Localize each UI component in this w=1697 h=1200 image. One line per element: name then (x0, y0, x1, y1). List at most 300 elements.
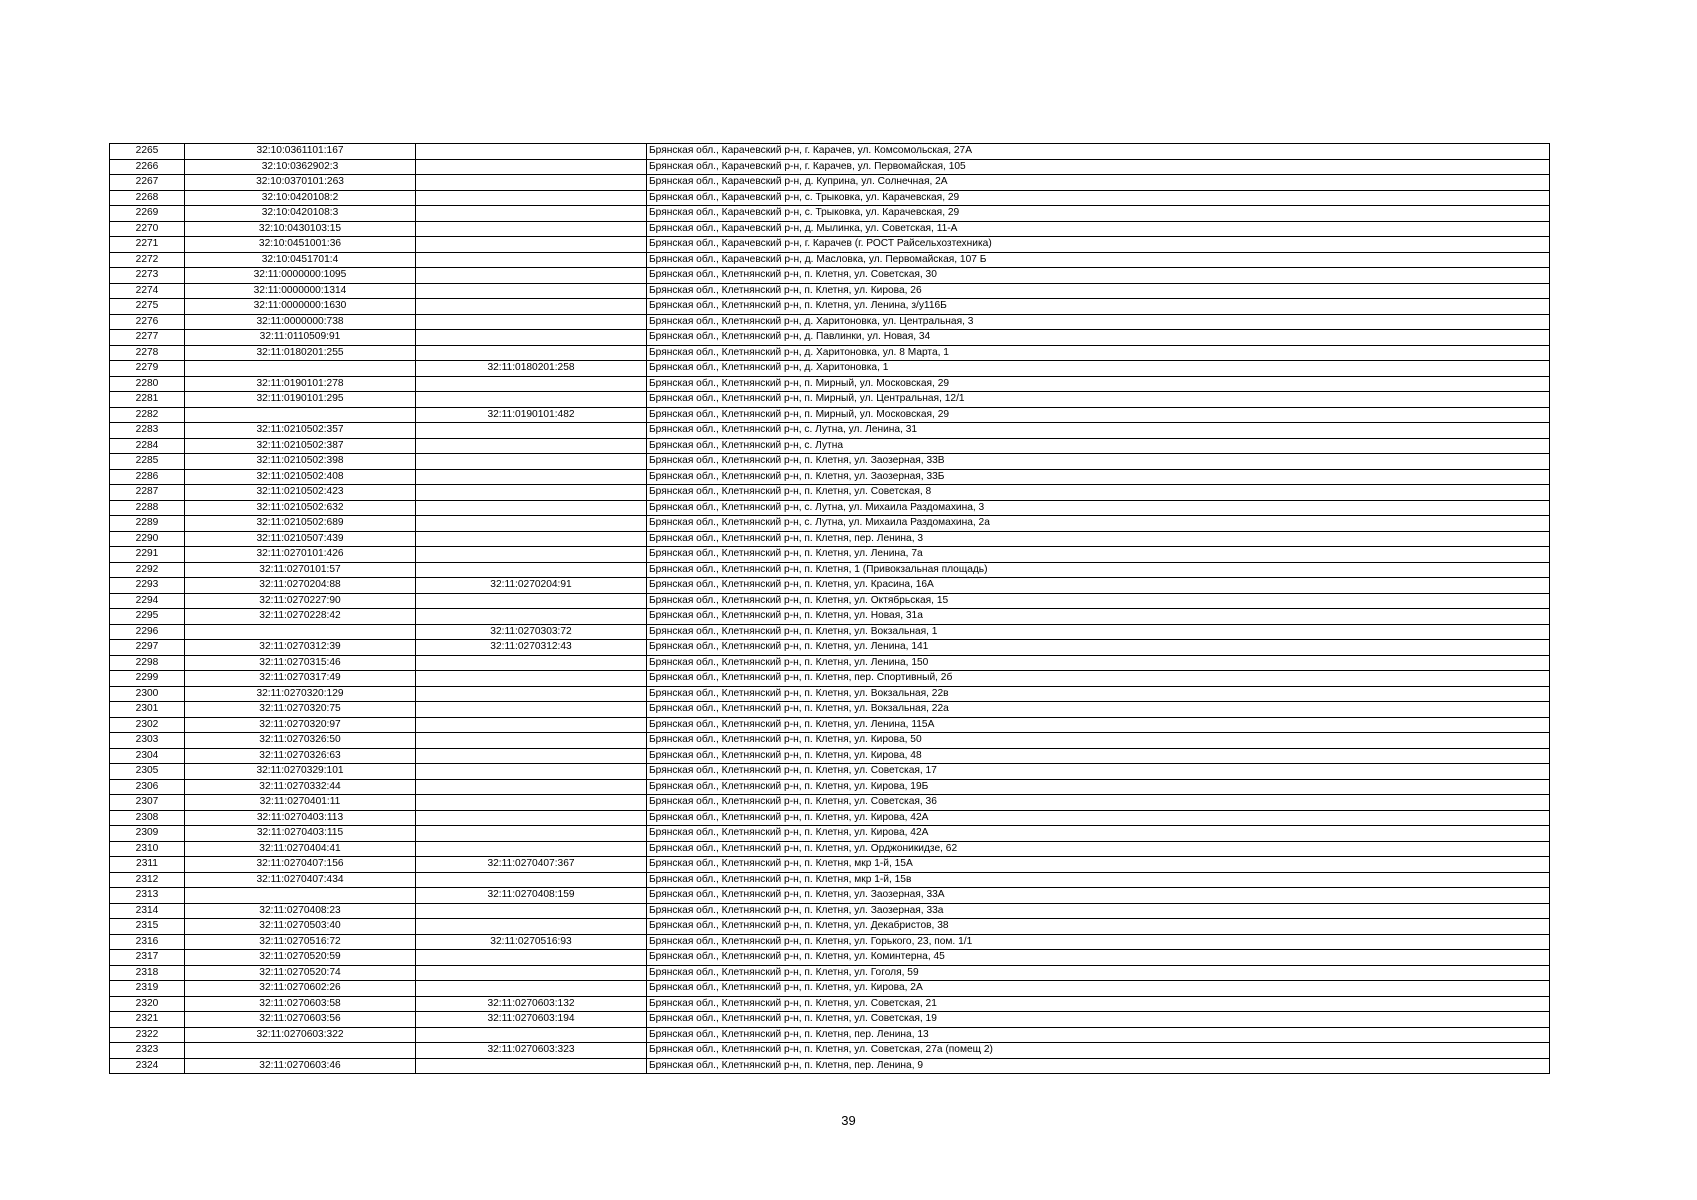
address-cell: Брянская обл., Клетнянский р-н, п. Клетня, ул. Советская, 30 (647, 268, 1550, 284)
cadastral-number-cell: 32:11:0270204:88 (185, 578, 416, 594)
table-row (110, 981, 1550, 997)
cadastral-number-cell: 32:11:0270520:59 (185, 950, 416, 966)
secondary-cadastral-number-cell: 32:11:0270312:43 (416, 640, 647, 656)
row-number-cell: 2306 (110, 779, 185, 795)
row-number-cell: 2280 (110, 376, 185, 392)
row-number-cell: 2303 (110, 733, 185, 749)
secondary-cadastral-number-cell (416, 981, 647, 997)
row-number-cell: 2294 (110, 593, 185, 609)
address-cell: Брянская обл., Клетнянский р-н, п. Клетня, ул. Кирова, 19Б (647, 779, 1550, 795)
table-row (110, 965, 1550, 981)
table-row (110, 655, 1550, 671)
row-number-cell: 2277 (110, 330, 185, 346)
row-number-cell: 2289 (110, 516, 185, 532)
secondary-cadastral-number-cell (416, 950, 647, 966)
address-cell: Брянская обл., Клетнянский р-н, п. Клетня, ул. Советская, 27а (помещ 2) (647, 1043, 1550, 1059)
row-number-cell: 2316 (110, 934, 185, 950)
row-number-cell: 2279 (110, 361, 185, 377)
secondary-cadastral-number-cell (416, 717, 647, 733)
secondary-cadastral-number-cell: 32:11:0270516:93 (416, 934, 647, 950)
row-number-cell: 2297 (110, 640, 185, 656)
secondary-cadastral-number-cell (416, 159, 647, 175)
secondary-cadastral-number-cell: 32:11:0270303:72 (416, 624, 647, 640)
table-row (110, 826, 1550, 842)
cadastral-number-cell: 32:11:0000000:1630 (185, 299, 416, 315)
table-row (110, 252, 1550, 268)
secondary-cadastral-number-cell (416, 469, 647, 485)
address-cell: Брянская обл., Клетнянский р-н, п. Клетня, ул. Горького, 23, пом. 1/1 (647, 934, 1550, 950)
secondary-cadastral-number-cell (416, 500, 647, 516)
registry-table (109, 143, 1550, 1074)
table-row (110, 810, 1550, 826)
row-number-cell: 2315 (110, 919, 185, 935)
address-cell: Брянская обл., Клетнянский р-н, п. Клетня, пер. Спортивный, 2б (647, 671, 1550, 687)
address-cell: Брянская обл., Клетнянский р-н, п. Клетня, ул. Советская, 17 (647, 764, 1550, 780)
cadastral-number-cell: 32:11:0190101:295 (185, 392, 416, 408)
row-number-cell: 2321 (110, 1012, 185, 1028)
row-number-cell: 2266 (110, 159, 185, 175)
cadastral-number-cell: 32:11:0000000:738 (185, 314, 416, 330)
address-cell: Брянская обл., Клетнянский р-н, п. Клетня, ул. Советская, 19 (647, 1012, 1550, 1028)
table-row (110, 857, 1550, 873)
table-row (110, 919, 1550, 935)
table-row (110, 779, 1550, 795)
table-row (110, 934, 1550, 950)
cadastral-number-cell: 32:11:0270317:49 (185, 671, 416, 687)
secondary-cadastral-number-cell (416, 485, 647, 501)
table-row (110, 686, 1550, 702)
table-row (110, 144, 1550, 160)
secondary-cadastral-number-cell: 32:11:0180201:258 (416, 361, 647, 377)
secondary-cadastral-number-cell (416, 237, 647, 253)
row-number-cell: 2291 (110, 547, 185, 563)
row-number-cell: 2307 (110, 795, 185, 811)
cadastral-number-cell: 32:11:0110509:91 (185, 330, 416, 346)
row-number-cell: 2274 (110, 283, 185, 299)
secondary-cadastral-number-cell (416, 1058, 647, 1074)
secondary-cadastral-number-cell (416, 748, 647, 764)
address-cell: Брянская обл., Клетнянский р-н, п. Клетня, ул. Кирова, 50 (647, 733, 1550, 749)
address-cell: Брянская обл., Клетнянский р-н, п. Клетня, ул. Кирова, 26 (647, 283, 1550, 299)
table-row (110, 903, 1550, 919)
table-row (110, 237, 1550, 253)
table-row (110, 950, 1550, 966)
table-row (110, 438, 1550, 454)
row-number-cell: 2320 (110, 996, 185, 1012)
address-cell: Брянская обл., Карачевский р-н, с. Трыковка, ул. Карачевская, 29 (647, 190, 1550, 206)
row-number-cell: 2319 (110, 981, 185, 997)
row-number-cell: 2281 (110, 392, 185, 408)
address-cell: Брянская обл., Клетнянский р-н, п. Клетня, ул. Вокзальная, 22а (647, 702, 1550, 718)
secondary-cadastral-number-cell (416, 392, 647, 408)
secondary-cadastral-number-cell (416, 438, 647, 454)
table-row (110, 624, 1550, 640)
table-row (110, 531, 1550, 547)
cadastral-number-cell: 32:11:0270603:56 (185, 1012, 416, 1028)
address-cell: Брянская обл., Клетнянский р-н, п. Клетня, ул. Вокзальная, 1 (647, 624, 1550, 640)
address-cell: Брянская обл., Клетнянский р-н, п. Клетня, ул. Кирова, 2А (647, 981, 1550, 997)
cadastral-number-cell: 32:11:0270407:156 (185, 857, 416, 873)
cadastral-number-cell: 32:11:0210502:387 (185, 438, 416, 454)
row-number-cell: 2310 (110, 841, 185, 857)
secondary-cadastral-number-cell (416, 423, 647, 439)
table-row (110, 454, 1550, 470)
secondary-cadastral-number-cell (416, 376, 647, 392)
address-cell: Брянская обл., Карачевский р-н, г. Карачев (г. РОСТ Райсельхозтехника) (647, 237, 1550, 253)
row-number-cell: 2270 (110, 221, 185, 237)
cadastral-number-cell: 32:11:0210502:632 (185, 500, 416, 516)
cadastral-number-cell: 32:11:0270520:74 (185, 965, 416, 981)
row-number-cell: 2301 (110, 702, 185, 718)
row-number-cell: 2268 (110, 190, 185, 206)
row-number-cell: 2296 (110, 624, 185, 640)
secondary-cadastral-number-cell (416, 686, 647, 702)
address-cell: Брянская обл., Клетнянский р-н, п. Клетня, ул. Заозерная, 33А (647, 888, 1550, 904)
secondary-cadastral-number-cell (416, 872, 647, 888)
address-cell: Брянская обл., Клетнянский р-н, п. Мирный, ул. Московская, 29 (647, 407, 1550, 423)
row-number-cell: 2285 (110, 454, 185, 470)
secondary-cadastral-number-cell (416, 795, 647, 811)
address-cell: Брянская обл., Клетнянский р-н, п. Мирный, ул. Центральная, 12/1 (647, 392, 1550, 408)
table-row (110, 206, 1550, 222)
address-cell: Брянская обл., Клетнянский р-н, п. Клетня, мкр 1-й, 15А (647, 857, 1550, 873)
row-number-cell: 2276 (110, 314, 185, 330)
table-row (110, 717, 1550, 733)
cadastral-number-cell (185, 361, 416, 377)
secondary-cadastral-number-cell (416, 314, 647, 330)
table-row (110, 702, 1550, 718)
row-number-cell: 2290 (110, 531, 185, 547)
table-row (110, 469, 1550, 485)
secondary-cadastral-number-cell (416, 903, 647, 919)
table-row (110, 578, 1550, 594)
secondary-cadastral-number-cell (416, 516, 647, 532)
row-number-cell: 2286 (110, 469, 185, 485)
table-row (110, 500, 1550, 516)
cadastral-number-cell: 32:11:0270403:113 (185, 810, 416, 826)
address-cell: Брянская обл., Клетнянский р-н, п. Клетня, пер. Ленина, 9 (647, 1058, 1550, 1074)
secondary-cadastral-number-cell (416, 702, 647, 718)
cadastral-number-cell: 32:11:0210507:439 (185, 531, 416, 547)
cadastral-number-cell: 32:11:0270326:63 (185, 748, 416, 764)
address-cell: Брянская обл., Клетнянский р-н, п. Клетня, ул. Новая, 31а (647, 609, 1550, 625)
address-cell: Брянская обл., Клетнянский р-н, с. Лутна (647, 438, 1550, 454)
table-row (110, 562, 1550, 578)
row-number-cell: 2324 (110, 1058, 185, 1074)
row-number-cell: 2272 (110, 252, 185, 268)
table-row (110, 407, 1550, 423)
cadastral-number-cell: 32:10:0430103:15 (185, 221, 416, 237)
cadastral-number-cell: 32:10:0370101:263 (185, 175, 416, 191)
cadastral-number-cell: 32:11:0270101:57 (185, 562, 416, 578)
cadastral-number-cell (185, 888, 416, 904)
row-number-cell: 2309 (110, 826, 185, 842)
address-cell: Брянская обл., Клетнянский р-н, п. Клетня, ул. Вокзальная, 22в (647, 686, 1550, 702)
cadastral-number-cell: 32:11:0270320:97 (185, 717, 416, 733)
cadastral-number-cell: 32:11:0270320:129 (185, 686, 416, 702)
secondary-cadastral-number-cell (416, 562, 647, 578)
registry-table-body (110, 144, 1550, 1074)
row-number-cell: 2298 (110, 655, 185, 671)
table-row (110, 609, 1550, 625)
table-row (110, 392, 1550, 408)
secondary-cadastral-number-cell: 32:11:0270603:194 (416, 1012, 647, 1028)
address-cell: Брянская обл., Клетнянский р-н, д. Харитоновка, 1 (647, 361, 1550, 377)
address-cell: Брянская обл., Клетнянский р-н, д. Харитоновка, ул. 8 Марта, 1 (647, 345, 1550, 361)
secondary-cadastral-number-cell (416, 221, 647, 237)
secondary-cadastral-number-cell (416, 454, 647, 470)
row-number-cell: 2295 (110, 609, 185, 625)
row-number-cell: 2292 (110, 562, 185, 578)
row-number-cell: 2284 (110, 438, 185, 454)
row-number-cell: 2293 (110, 578, 185, 594)
address-cell: Брянская обл., Карачевский р-н, д. Масловка, ул. Первомайская, 107 Б (647, 252, 1550, 268)
table-row (110, 1058, 1550, 1074)
table-row (110, 795, 1550, 811)
address-cell: Брянская обл., Клетнянский р-н, п. Клетня, ул. Советская, 36 (647, 795, 1550, 811)
table-row (110, 299, 1550, 315)
table-row (110, 175, 1550, 191)
table-row (110, 748, 1550, 764)
cadastral-number-cell: 32:11:0270312:39 (185, 640, 416, 656)
address-cell: Брянская обл., Клетнянский р-н, д. Харитоновка, ул. Центральная, 3 (647, 314, 1550, 330)
row-number-cell: 2313 (110, 888, 185, 904)
row-number-cell: 2283 (110, 423, 185, 439)
cadastral-number-cell: 32:10:0420108:2 (185, 190, 416, 206)
address-cell: Брянская обл., Клетнянский р-н, п. Клетня, мкр 1-й, 15в (647, 872, 1550, 888)
row-number-cell: 2311 (110, 857, 185, 873)
row-number-cell: 2288 (110, 500, 185, 516)
cadastral-number-cell: 32:10:0361101:167 (185, 144, 416, 160)
table-row (110, 640, 1550, 656)
address-cell: Брянская обл., Клетнянский р-н, п. Клетня, ул. Заозерная, 33В (647, 454, 1550, 470)
cadastral-number-cell: 32:11:0270516:72 (185, 934, 416, 950)
cadastral-number-cell: 32:11:0270320:75 (185, 702, 416, 718)
secondary-cadastral-number-cell (416, 655, 647, 671)
cadastral-number-cell: 32:11:0270503:40 (185, 919, 416, 935)
row-number-cell: 2278 (110, 345, 185, 361)
row-number-cell: 2322 (110, 1027, 185, 1043)
secondary-cadastral-number-cell (416, 733, 647, 749)
cadastral-number-cell: 32:11:0270228:42 (185, 609, 416, 625)
row-number-cell: 2304 (110, 748, 185, 764)
address-cell: Брянская обл., Клетнянский р-н, п. Клетня, ул. Кирова, 48 (647, 748, 1550, 764)
row-number-cell: 2269 (110, 206, 185, 222)
address-cell: Брянская обл., Клетнянский р-н, п. Клетня, ул. Советская, 21 (647, 996, 1550, 1012)
row-number-cell: 2265 (110, 144, 185, 160)
cadastral-number-cell: 32:11:0180201:255 (185, 345, 416, 361)
table-row (110, 190, 1550, 206)
address-cell: Брянская обл., Клетнянский р-н, п. Клетня, ул. Орджоникидзе, 62 (647, 841, 1550, 857)
secondary-cadastral-number-cell (416, 779, 647, 795)
row-number-cell: 2267 (110, 175, 185, 191)
table-row (110, 1012, 1550, 1028)
row-number-cell: 2314 (110, 903, 185, 919)
address-cell: Брянская обл., Клетнянский р-н, п. Клетня, ул. Ленина, з/у116Б (647, 299, 1550, 315)
secondary-cadastral-number-cell: 32:11:0190101:482 (416, 407, 647, 423)
cadastral-number-cell: 32:11:0270603:322 (185, 1027, 416, 1043)
cadastral-number-cell: 32:11:0270326:50 (185, 733, 416, 749)
secondary-cadastral-number-cell (416, 841, 647, 857)
table-row (110, 330, 1550, 346)
cadastral-number-cell: 32:11:0210502:408 (185, 469, 416, 485)
table-row (110, 283, 1550, 299)
secondary-cadastral-number-cell: 32:11:0270603:132 (416, 996, 647, 1012)
table-row (110, 671, 1550, 687)
address-cell: Брянская обл., Клетнянский р-н, п. Клетня, ул. Красина, 16А (647, 578, 1550, 594)
address-cell: Брянская обл., Клетнянский р-н, п. Клетня, ул. Коминтерна, 45 (647, 950, 1550, 966)
cadastral-number-cell: 32:11:0270403:115 (185, 826, 416, 842)
table-row (110, 221, 1550, 237)
secondary-cadastral-number-cell (416, 299, 647, 315)
secondary-cadastral-number-cell (416, 252, 647, 268)
cadastral-number-cell: 32:11:0210502:689 (185, 516, 416, 532)
address-cell: Брянская обл., Клетнянский р-н, п. Клетня, ул. Кирова, 42А (647, 826, 1550, 842)
secondary-cadastral-number-cell: 32:11:0270408:159 (416, 888, 647, 904)
address-cell: Брянская обл., Карачевский р-н, д. Куприна, ул. Солнечная, 2А (647, 175, 1550, 191)
address-cell: Брянская обл., Клетнянский р-н, п. Клетня, ул. Декабристов, 38 (647, 919, 1550, 935)
secondary-cadastral-number-cell (416, 268, 647, 284)
cadastral-number-cell: 32:10:0420108:3 (185, 206, 416, 222)
secondary-cadastral-number-cell (416, 810, 647, 826)
secondary-cadastral-number-cell (416, 175, 647, 191)
address-cell: Брянская обл., Карачевский р-н, с. Трыковка, ул. Карачевская, 29 (647, 206, 1550, 222)
row-number-cell: 2282 (110, 407, 185, 423)
cadastral-number-cell: 32:11:0270407:434 (185, 872, 416, 888)
secondary-cadastral-number-cell (416, 826, 647, 842)
table-row (110, 841, 1550, 857)
address-cell: Брянская обл., Клетнянский р-н, д. Павлинки, ул. Новая, 34 (647, 330, 1550, 346)
address-cell: Брянская обл., Клетнянский р-н, п. Клетня, 1 (Привокзальная площадь) (647, 562, 1550, 578)
row-number-cell: 2305 (110, 764, 185, 780)
row-number-cell: 2308 (110, 810, 185, 826)
address-cell: Брянская обл., Клетнянский р-н, п. Мирный, ул. Московская, 29 (647, 376, 1550, 392)
secondary-cadastral-number-cell (416, 283, 647, 299)
secondary-cadastral-number-cell (416, 206, 647, 222)
cadastral-number-cell: 32:11:0270602:26 (185, 981, 416, 997)
secondary-cadastral-number-cell (416, 764, 647, 780)
row-number-cell: 2273 (110, 268, 185, 284)
address-cell: Брянская обл., Клетнянский р-н, с. Лутна, ул. Михаила Раздомахина, 2а (647, 516, 1550, 532)
table-row (110, 516, 1550, 532)
cadastral-number-cell: 32:11:0000000:1095 (185, 268, 416, 284)
secondary-cadastral-number-cell (416, 547, 647, 563)
table-row (110, 268, 1550, 284)
row-number-cell: 2302 (110, 717, 185, 733)
secondary-cadastral-number-cell (416, 144, 647, 160)
address-cell: Брянская обл., Клетнянский р-н, п. Клетня, пер. Ленина, 13 (647, 1027, 1550, 1043)
secondary-cadastral-number-cell (416, 919, 647, 935)
cadastral-number-cell: 32:11:0270329:101 (185, 764, 416, 780)
secondary-cadastral-number-cell (416, 671, 647, 687)
cadastral-number-cell: 32:10:0451701:4 (185, 252, 416, 268)
table-row (110, 1027, 1550, 1043)
cadastral-number-cell: 32:11:0210502:423 (185, 485, 416, 501)
table-row (110, 996, 1550, 1012)
table-row (110, 733, 1550, 749)
table-row (110, 376, 1550, 392)
cadastral-number-cell: 32:11:0000000:1314 (185, 283, 416, 299)
secondary-cadastral-number-cell: 32:11:0270407:367 (416, 857, 647, 873)
cadastral-number-cell: 32:11:0210502:398 (185, 454, 416, 470)
secondary-cadastral-number-cell (416, 1027, 647, 1043)
address-cell: Брянская обл., Карачевский р-н, г. Карачев, ул. Первомайская, 105 (647, 159, 1550, 175)
address-cell: Брянская обл., Клетнянский р-н, п. Клетня, ул. Заозерная, 33Б (647, 469, 1550, 485)
cadastral-number-cell: 32:10:0451001:36 (185, 237, 416, 253)
cadastral-number-cell: 32:10:0362902:3 (185, 159, 416, 175)
cadastral-number-cell (185, 1043, 416, 1059)
secondary-cadastral-number-cell (416, 190, 647, 206)
row-number-cell: 2300 (110, 686, 185, 702)
cadastral-number-cell: 32:11:0270315:46 (185, 655, 416, 671)
address-cell: Брянская обл., Клетнянский р-н, п. Клетня, ул. Октябрьская, 15 (647, 593, 1550, 609)
table-row (110, 872, 1550, 888)
cadastral-number-cell: 32:11:0270332:44 (185, 779, 416, 795)
table-row (110, 593, 1550, 609)
row-number-cell: 2312 (110, 872, 185, 888)
row-number-cell: 2287 (110, 485, 185, 501)
row-number-cell: 2317 (110, 950, 185, 966)
address-cell: Брянская обл., Карачевский р-н, г. Карачев, ул. Комсомольская, 27А (647, 144, 1550, 160)
address-cell: Брянская обл., Клетнянский р-н, п. Клетня, ул. Советская, 8 (647, 485, 1550, 501)
cadastral-number-cell (185, 624, 416, 640)
row-number-cell: 2299 (110, 671, 185, 687)
address-cell: Брянская обл., Клетнянский р-н, п. Клетня, ул. Кирова, 42А (647, 810, 1550, 826)
row-number-cell: 2275 (110, 299, 185, 315)
row-number-cell: 2323 (110, 1043, 185, 1059)
address-cell: Брянская обл., Клетнянский р-н, п. Клетня, ул. Гоголя, 59 (647, 965, 1550, 981)
address-cell: Брянская обл., Клетнянский р-н, п. Клетня, ул. Ленина, 115А (647, 717, 1550, 733)
cadastral-number-cell: 32:11:0270101:426 (185, 547, 416, 563)
address-cell: Брянская обл., Клетнянский р-н, с. Лутна, ул. Михаила Раздомахина, 3 (647, 500, 1550, 516)
table-row (110, 764, 1550, 780)
cadastral-number-cell: 32:11:0270603:46 (185, 1058, 416, 1074)
address-cell: Брянская обл., Клетнянский р-н, п. Клетня, ул. Ленина, 150 (647, 655, 1550, 671)
table-row (110, 547, 1550, 563)
cadastral-number-cell (185, 407, 416, 423)
row-number-cell: 2271 (110, 237, 185, 253)
cadastral-number-cell: 32:11:0270401:11 (185, 795, 416, 811)
table-row (110, 888, 1550, 904)
secondary-cadastral-number-cell (416, 965, 647, 981)
secondary-cadastral-number-cell (416, 345, 647, 361)
secondary-cadastral-number-cell: 32:11:0270204:91 (416, 578, 647, 594)
table-row (110, 423, 1550, 439)
row-number-cell: 2318 (110, 965, 185, 981)
table-row (110, 485, 1550, 501)
table-row (110, 314, 1550, 330)
cadastral-number-cell: 32:11:0270603:58 (185, 996, 416, 1012)
address-cell: Брянская обл., Клетнянский р-н, п. Клетня, ул. Ленина, 141 (647, 640, 1550, 656)
cadastral-number-cell: 32:11:0190101:278 (185, 376, 416, 392)
address-cell: Брянская обл., Карачевский р-н, д. Мылинка, ул. Советская, 11-А (647, 221, 1550, 237)
secondary-cadastral-number-cell (416, 593, 647, 609)
table-row (110, 345, 1550, 361)
address-cell: Брянская обл., Клетнянский р-н, п. Клетня, пер. Ленина, 3 (647, 531, 1550, 547)
cadastral-number-cell: 32:11:0210502:357 (185, 423, 416, 439)
secondary-cadastral-number-cell (416, 531, 647, 547)
secondary-cadastral-number-cell: 32:11:0270603:323 (416, 1043, 647, 1059)
cadastral-number-cell: 32:11:0270408:23 (185, 903, 416, 919)
table-row (110, 1043, 1550, 1059)
page-number: 39 (841, 1113, 856, 1128)
secondary-cadastral-number-cell (416, 609, 647, 625)
address-cell: Брянская обл., Клетнянский р-н, п. Клетня, ул. Заозерная, 33а (647, 903, 1550, 919)
address-cell: Брянская обл., Клетнянский р-н, п. Клетня, ул. Ленина, 7а (647, 547, 1550, 563)
address-cell: Брянская обл., Клетнянский р-н, с. Лутна, ул. Ленина, 31 (647, 423, 1550, 439)
cadastral-number-cell: 32:11:0270404:41 (185, 841, 416, 857)
secondary-cadastral-number-cell (416, 330, 647, 346)
